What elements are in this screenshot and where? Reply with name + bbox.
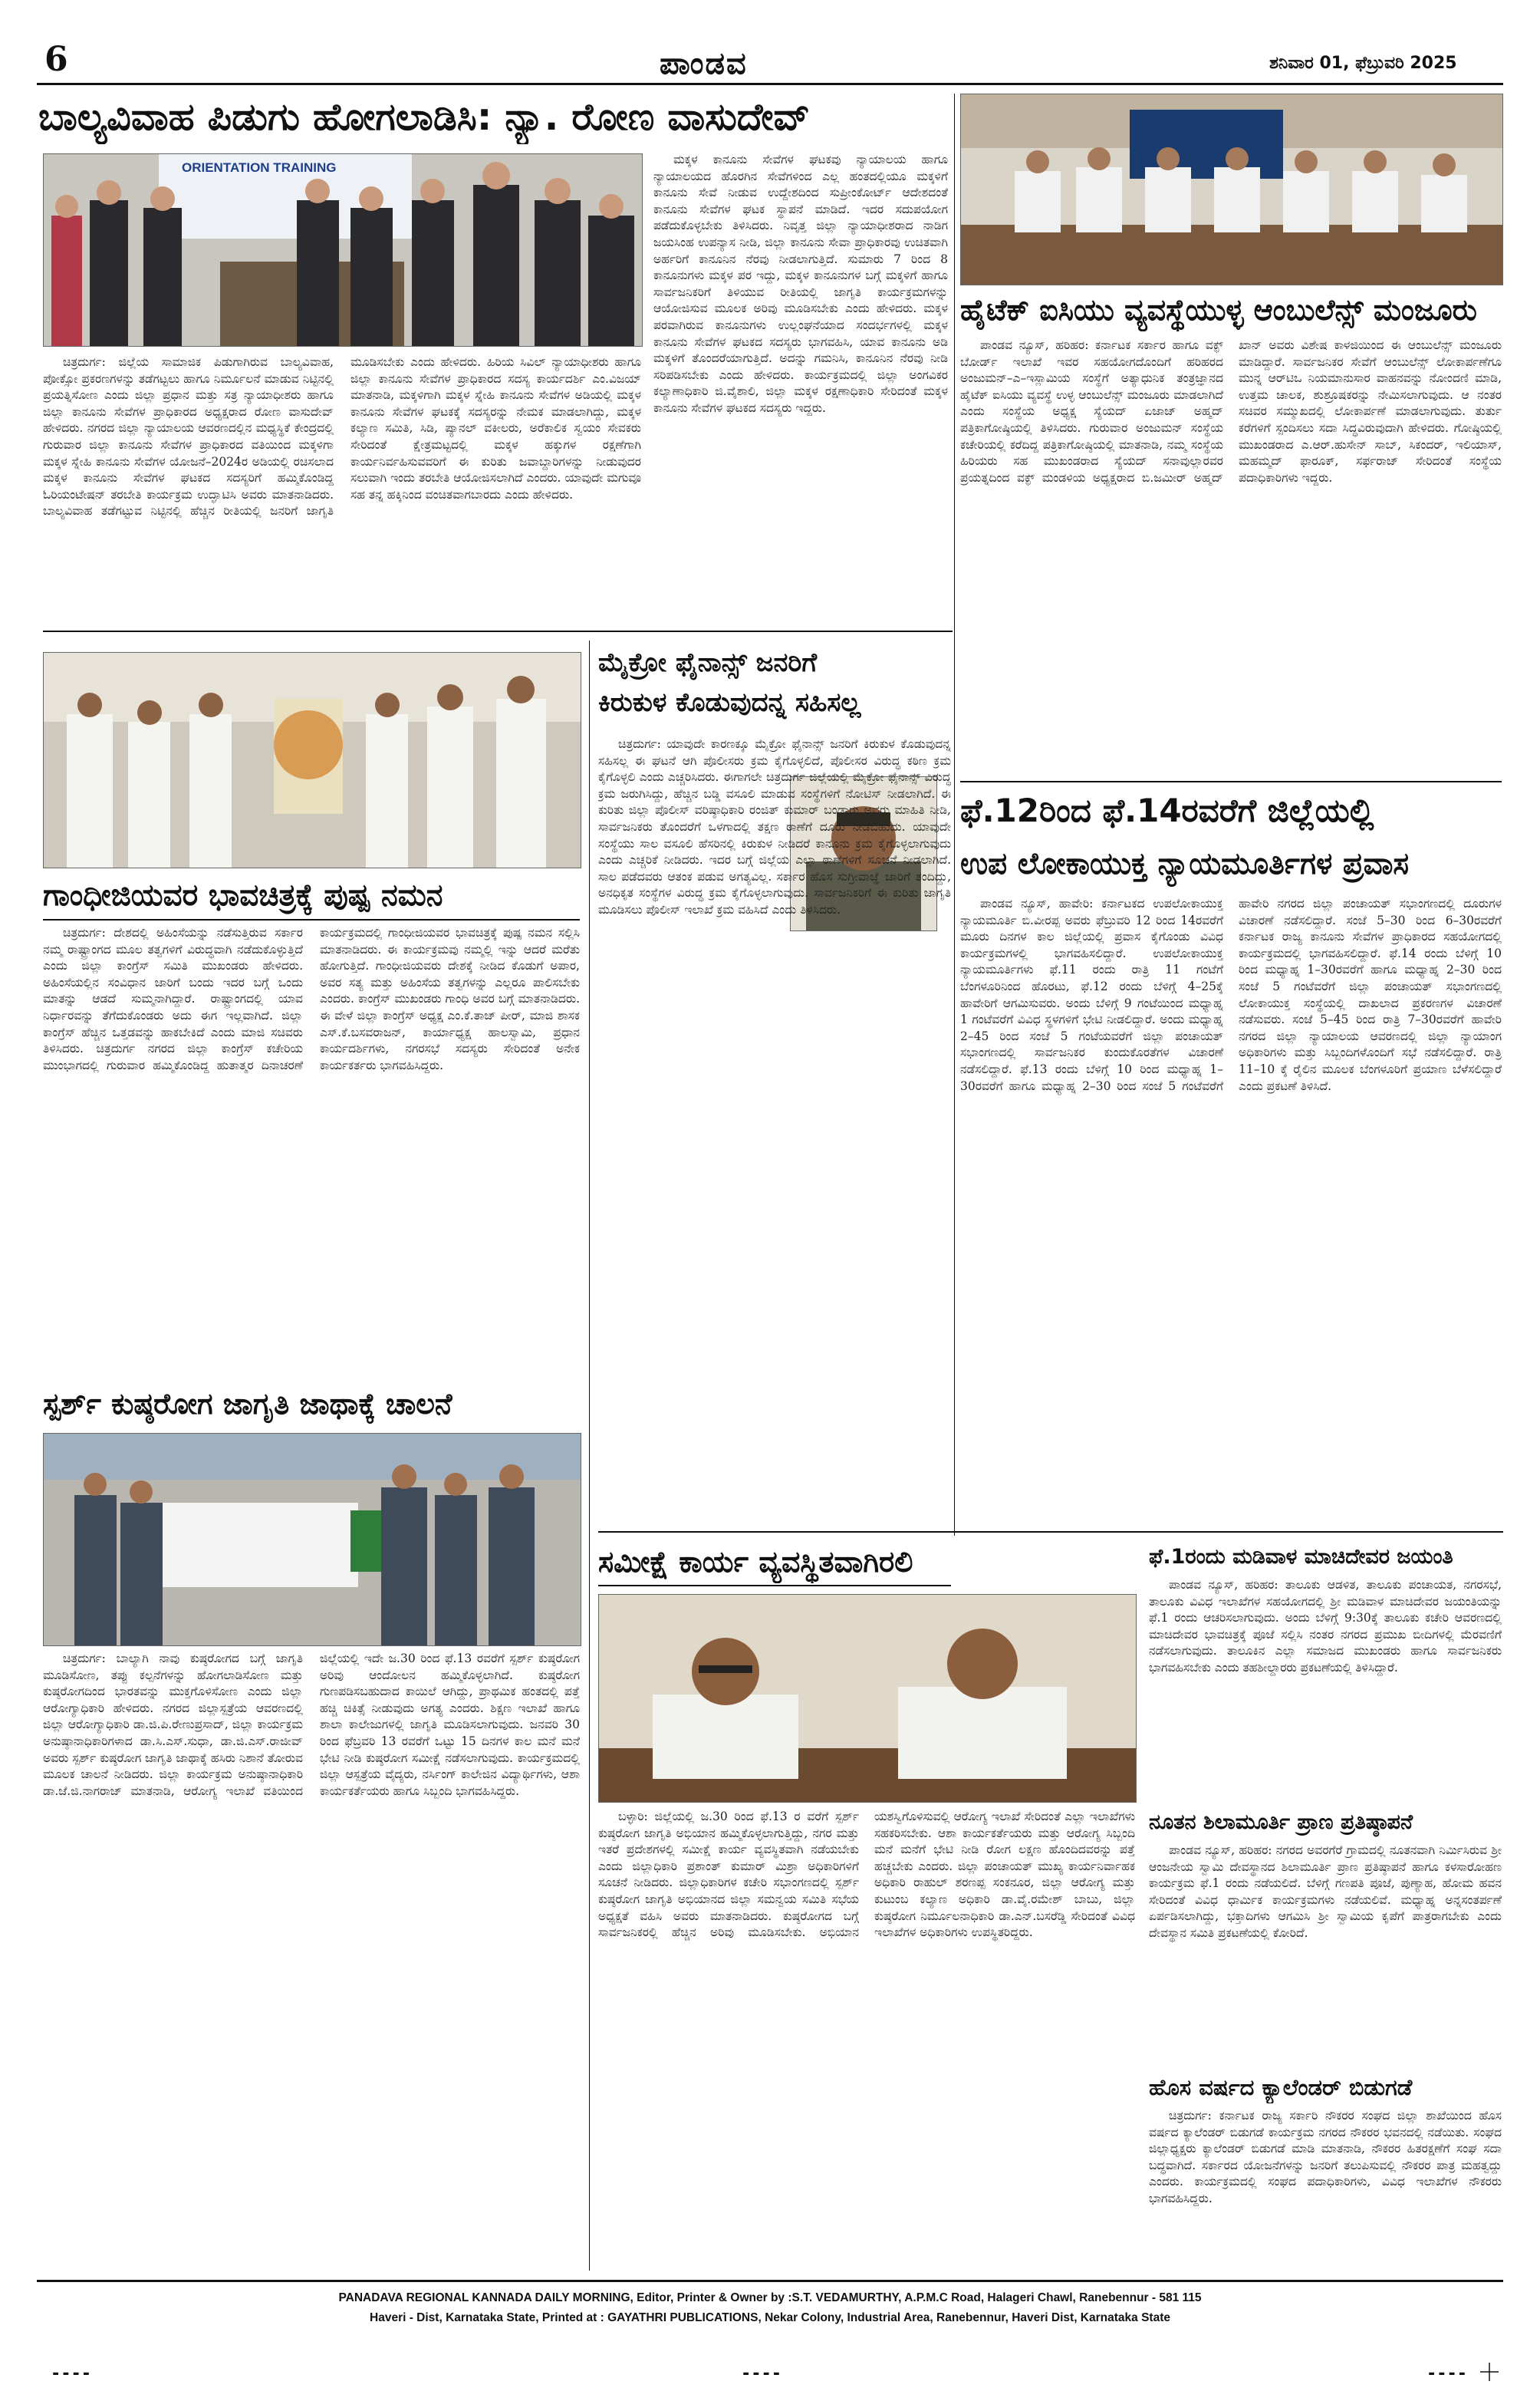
photo-orientation-training bbox=[43, 153, 643, 347]
story5-text: ಪಾಂಡವ ನ್ಯೂಸ್, ಹಾವೇರಿ: ಕರ್ನಾಟಕದ ಉಪಲೋಕಾಯುಕ್ತ ನ್ಯಾಯಮೂರ್ತಿ ಬಿ.ವೀರಪ್ಪ ಅವರು ಫೆಬ್ರುವರಿ 12 ರಿಂದ 14ರವರೆಗೆ ಮೂರು ದಿನಗಳ ಕಾಲ ಜಿಲ್ಲೆಯಲ್ಲಿ ಪ್ರವಾಸ ಕೈಗೊಂಡು ವಿವಿಧ ಕಾರ್ಯಕ್ರಮಗಳಲ್ಲಿ ಭಾಗವಹಿಸಲಿದ್ದಾರೆ. ಉಪಲೋಕಾಯುಕ್ತ ನ್ಯಾಯಮೂರ್ತಿಗಳು ಫೆ.11 ರಂದು ರಾತ್ರಿ 11 ಗಂಟೆಗೆ ಬೆಂಗಳೂರಿನಿಂದ ಹೊರಟು, ಫೆ.12 ರಂದು ಬೆಳಿಗ್ಗೆ 4–25ಕ್ಕೆ ಹಾವೇರಿಗೆ ಆಗಮಿಸುವರು. ಅಂದು ಬೆಳಿಗ್ಗೆ 9 ಗಂಟೆಯಿಂದ ಮಧ್ಯಾಹ್ನ 1 ಗಂಟೆವರೆಗೆ ವಿವಿಧ ಸ್ಥಳಗಳಿಗೆ ಭೇಟಿ ನೀಡಲಿದ್ದಾರೆ. ಅಂದು ಮಧ್ಯಾಹ್ನ 2–45 ರಿಂದ ಸಂಜೆ 5 ಗಂಟೆಯವರೆಗೆ ಜಿಲ್ಲಾ ಪಂಚಾಯತ್ ಸಭಾಂಗಣದಲ್ಲಿ ಸಾರ್ವಜನಿಕರ ಕುಂದುಕೊರತೆಗಳ ವಿಚಾರಣೆ ನಡೆಸಲಿದ್ದಾರೆ. ಫೆ.13 ರಂದು ಬೆಳಿಗ್ಗೆ 10 ರಿಂದ ಮಧ್ಯಾಹ್ನ 1–30ರವರೆಗೆ ಹಾಗೂ ಮಧ್ಯಾಹ್ನ 2–30 ರಿಂದ ಸಂಜೆ 5 ಗಂಟೆವರೆಗೆ ಹಾವೇರಿ ನಗರದ ಜಿಲ್ಲಾ ಪಂಚಾಯತ್ ಸಭಾಂಗಣದಲ್ಲಿ ದೂರುಗಳ ವಿಚಾರಣೆ ನಡೆಸಲಿದ್ದಾರೆ. ಸಂಜೆ 5–30 ರಿಂದ 6–30ರವರೆಗೆ ಕರ್ನಾಟಕ ರಾಜ್ಯ ಕಾನೂನು ಸೇವೆಗಳ ಪ್ರಾಧಿಕಾರದ ಸಹಯೋಗದಲ್ಲಿ ಕಾರ್ಯಕ್ರಮದಲ್ಲಿ ಭಾಗವಹಿಸಲಿದ್ದಾರೆ. ಫೆ.14 ರಂದು ಬೆಳಿಗ್ಗೆ 10 ರಿಂದ ಮಧ್ಯಾಹ್ನ 1–30ರವರೆಗೆ ಹಾಗೂ ಮಧ್ಯಾಹ್ನ 2–30 ರಿಂದ ಸಂಜೆ 5 ಗಂಟೆವರೆಗೆ ಜಿಲ್ಲಾ ಪಂಚಾಯತ್ ಸಭಾಂಗಣದಲ್ಲಿ ಲೋಕಾಯುಕ್ತ ಸಂಸ್ಥೆಯಲ್ಲಿ ದಾಖಲಾದ ಪ್ರಕರಣಗಳ ವಿಚಾರಣೆ ನಡೆಸುವರು. ಸಂಜೆ 5–45 ರಿಂದ ರಾತ್ರಿ 7–30ರವರೆಗೆ ಹಾವೇರಿ ನಗರದ ಜಿಲ್ಲಾ ನ್ಯಾಯಾಲಯ ಆವರಣದಲ್ಲಿ ಜಿಲ್ಲಾ ನ್ಯಾಯಾಂಗ ಅಧಿಕಾರಿಗಳು ಮತ್ತು ಸಿಬ್ಬಂದಿಗಳೊಂದಿಗೆ ಸಭೆ ನಡೆಸಲಿದ್ದಾರೆ. ರಾತ್ರಿ 11–10 ಕ್ಕೆ ರೈಲಿನ ಮೂಲಕ ಬೆಂಗಳೂರಿಗೆ ಪ್ರಯಾಣ ಬೆಳೆಸಲಿದ್ದಾರೆ ಎಂದು ಪ್ರಕಟಣೆ ತಿಳಿಸಿದೆ. bbox=[960, 897, 1502, 1093]
headline-lokayukta-2: ಉಪ ಲೋಕಾಯುಕ್ತ ನ್ಯಾಯಮೂರ್ತಿಗಳ ಪ್ರವಾಸ bbox=[960, 847, 1410, 881]
photo-gandhi-tribute bbox=[43, 652, 581, 868]
issue-date: ಶನಿವಾರ 01, ಫೆಬ್ರುವರಿ 2025 bbox=[1269, 54, 1457, 73]
story8-text: ಪಾಂಡವ ನ್ಯೂಸ್, ಹರಿಹರ: ತಾಲೂಕು ಆಡಳಿತ, ತಾಲೂಕು ಪಂಚಾಯತ, ನಗರಸಭೆ, ತಾಲೂಕು ವಿವಿಧ ಇಲಾಖೆಗಳ ಸಹಯೋಗದಲ್ಲಿ ಶ್ರೀ ಮಡಿವಾಳ ಮಾಚಿದೇವರ ಜಯಂತಿಯನ್ನು ಫೆ.1 ರಂದು ಆಚರಿಸಲಾಗುವುದು. ಅಂದು ಬೆಳಿಗ್ಗೆ 9:30ಕ್ಕೆ ತಾಲೂಕು ಕಚೇರಿ ಆವರಣದಲ್ಲಿ ಮಾಚಿದೇವರ ಭಾವಚಿತ್ರಕ್ಕೆ ಪೂಜೆ ಸಲ್ಲಿಸಿ ನಂತರ ನಗರದ ಪ್ರಮುಖ ಬೀದಿಗಳಲ್ಲಿ ಮೆರವಣಿಗೆ ನಡೆಸಲಾಗುವುದು. ತಾಲೂಕಿನ ಎಲ್ಲಾ ಸಮಾಜದ ಮುಖಂಡರು ಹಾಗೂ ಸಾರ್ವಜನಿಕರು ಭಾಗವಹಿಸಬೇಕು ಎಂದು ತಹಶೀಲ್ದಾರರು ಪ್ರಕಟಣೆಯಲ್ಲಿ ತಿಳಿಸಿದ್ದಾರೆ. bbox=[1149, 1578, 1502, 1675]
section-rule-1 bbox=[43, 631, 953, 632]
story7-body bbox=[598, 1809, 1135, 2269]
story3-text: ಚಿತ್ರದುರ್ಗ: ದೇಶದಲ್ಲಿ ಅಹಿಂಸೆಯನ್ನು ನಡೆಸುತ್ತಿರುವ ಸರ್ಕಾರ ನಮ್ಮ ರಾಷ್ಟ್ರಾಂಗದ ಮೂಲ ತತ್ವಗಳಿಗೆ ವಿರುದ್ಧವಾಗಿ ನಡೆದುಕೊಳ್ಳುತ್ತಿದೆ ಎಂದು ಜಿಲ್ಲಾ ಕಾಂಗ್ರೆಸ್ ಸಮಿತಿ ಮುಖಂಡರು ಹೇಳಿದರು. ಅಹಿಂಸೆಯಲ್ಲಿನ ಸಂವಿಧಾನ ಜಾರಿಗೆ ಬಂದು ಇದರ ಬಗ್ಗೆ ಒಂದು ಮಾತನ್ನು ಆಡದೆ ಸುಮ್ಮನಾಗಿದ್ದಾರೆ. ರಾಷ್ಟ್ರಾಂಗದಲ್ಲಿ ಯಾವ ನಿರ್ಧಾರವನ್ನು ತೆಗೆದುಕೊಂಡರು ಅದು ಈಗ ಇಲ್ಲವಾಗಿದೆ. ಜಿಲ್ಲಾ ಕಾಂಗ್ರೆಸ್ ಹೆಚ್ಚಿನ ಒತ್ತಡವನ್ನು ಹಾಕಬೇಕಿದೆ ಎಂದು ಮಾಜಿ ಸಚಿವರು ತಿಳಿಸಿದರು. ಚಿತ್ರದುರ್ಗ ನಗರದ ಜಿಲ್ಲಾ ಕಾಂಗ್ರೆಸ್ ಕಚೇರಿಯ ಮುಂಭಾಗದಲ್ಲಿ ಗುರುವಾರ ಹಮ್ಮಿಕೊಂಡಿದ್ದ ಹುತಾತ್ಮರ ದಿನಾಚರಣೆ ಕಾರ್ಯಕ್ರಮದಲ್ಲಿ ಗಾಂಧೀಜಿಯವರ ಭಾವಚಿತ್ರಕ್ಕೆ ಪುಷ್ಪ ನಮನ ಸಲ್ಲಿಸಿ ಮಾತನಾಡಿದರು. ಈ ಕಾರ್ಯಕ್ರಮವು ನಮ್ಮಲ್ಲಿ ಇನ್ನು ಆದರೆ ಮರೆತು ಹೋಗುತ್ತಿದೆ. ಗಾಂಧೀಜಿಯವರು ದೇಶಕ್ಕೆ ನೀಡಿದ ಕೊಡುಗೆ ಅಪಾರ, ಅವರ ಸತ್ಯ ಮತ್ತು ಅಹಿಂಸೆಯ ತತ್ವಗಳನ್ನು ಎಲ್ಲರೂ ಪಾಲಿಸಬೇಕು ಎಂದರು. ಕಾಂಗ್ರೆಸ್ ಮುಖಂಡರು ಗಾಂಧಿ ಅವರ ಬಗ್ಗೆ ಮಾತನಾಡಿದರು. ಈ ವೇಳೆ ಜಿಲ್ಲಾ ಕಾಂಗ್ರೆಸ್ ಅಧ್ಯಕ್ಷ ಎಂ.ಕೆ.ತಾಜ್ ಪೀರ್, ಮಾಜಿ ಶಾಸಕ ಎಸ್.ಕೆ.ಬಸವರಾಜನ್, ಕಾರ್ಯಾಧ್ಯಕ್ಷ ಹಾಲಸ್ವಾಮಿ, ಪ್ರಧಾನ ಕಾರ್ಯದರ್ಶಿಗಳು, ನಗರಸಭೆ ಸದಸ್ಯರು ಸೇರಿದಂತೆ ಅನೇಕ ಕಾರ್ಯಕರ್ತರು ಭಾಗವಹಿಸಿದ್ದರು. bbox=[43, 926, 580, 1072]
masthead: ಪಾಂಡವ bbox=[660, 46, 748, 81]
story8-body bbox=[1149, 1577, 1502, 1800]
survey-rule bbox=[598, 1585, 951, 1586]
headline-sparsh: ಸ್ಪರ್ಶ್ ಕುಷ್ಠರೋಗ ಜಾಗೃತಿ ಜಾಥಾಕ್ಕೆ ಚಾಲನೆ bbox=[43, 1387, 452, 1421]
footer-dash-left: ---- bbox=[51, 2364, 91, 2383]
section-rule-3 bbox=[598, 1531, 1503, 1533]
headline-calendar: ಹೊಸ ವರ್ಷದ ಕ್ಯಾಲೆಂಡರ್ ಬಿಡುಗಡೆ bbox=[1149, 2074, 1413, 2100]
headline-ambulance: ಹೈಟೆಕ್ ಐಸಿಯು ವ್ಯವಸ್ಥೆಯುಳ್ಳ ಆಂಬುಲೆನ್ಸ್ ಮಂಜೂರು bbox=[960, 293, 1477, 327]
story4-body bbox=[598, 736, 951, 1507]
story7-text: ಬಳ್ಳಾರಿ: ಜಿಲ್ಲೆಯಲ್ಲಿ ಜ.30 ರಿಂದ ಫೆ.13 ರ ವರೆಗೆ ಸ್ಪರ್ಶ್ ಕುಷ್ಠರೋಗ ಜಾಗೃತಿ ಅಭಿಯಾನ ಹಮ್ಮಿಕೊಳ್ಳಲಾಗುತ್ತಿದ್ದು, ನಗರ ಮತ್ತು ಇತರೆ ಪ್ರದೇಶಗಳಲ್ಲಿ ಸಮೀಕ್ಷೆ ಕಾರ್ಯ ವ್ಯವಸ್ಥಿತವಾಗಿ ನಡೆಯಬೇಕು ಎಂದು ಜಿಲ್ಲಾಧಿಕಾರಿ ಪ್ರಶಾಂತ್ ಕುಮಾರ್ ಮಿಶ್ರಾ ಅಧಿಕಾರಿಗಳಿಗೆ ಸೂಚನೆ ನೀಡಿದರು. ಜಿಲ್ಲಾಧಿಕಾರಿಗಳ ಕಚೇರಿ ಸಭಾಂಗಣದಲ್ಲಿ ಸ್ಪರ್ಶ್ ಕುಷ್ಠರೋಗ ಜಾಗೃತಿ ಅಭಿಯಾನದ ಜಿಲ್ಲಾ ಸಮನ್ವಯ ಸಮಿತಿ ಸಭೆಯ ಅಧ್ಯಕ್ಷತೆ ವಹಿಸಿ ಅವರು ಮಾತನಾಡಿದರು. ಕುಷ್ಠರೋಗದ ಬಗ್ಗೆ ಸಾರ್ವಜನಿಕರಲ್ಲಿ ಹೆಚ್ಚಿನ ಅರಿವು ಮೂಡಿಸಬೇಕು. ಅಭಿಯಾನ ಯಶಸ್ವಿಗೊಳಿಸುವಲ್ಲಿ ಆರೋಗ್ಯ ಇಲಾಖೆ ಸೇರಿದಂತೆ ಎಲ್ಲಾ ಇಲಾಖೆಗಳು ಸಹಕರಿಸಬೇಕು. ಆಶಾ ಕಾರ್ಯಕರ್ತೆಯರು ಮತ್ತು ಆರೋಗ್ಯ ಸಿಬ್ಬಂದಿ ಮನೆ ಮನೆಗೆ ಭೇಟಿ ನೀಡಿ ರೋಗ ಲಕ್ಷಣ ಹೊಂದಿದವರನ್ನು ಪತ್ತೆ ಹಚ್ಚಬೇಕು ಎಂದರು. ಜಿಲ್ಲಾ ಪಂಚಾಯತ್ ಮುಖ್ಯ ಕಾರ್ಯನಿರ್ವಾಹಕ ಅಧಿಕಾರಿ ರಾಹುಲ್ ಶರಣಪ್ಪ ಸಂಕನೂರ, ಜಿಲ್ಲಾ ಆರೋಗ್ಯ ಮತ್ತು ಕುಟುಂಬ ಕಲ್ಯಾಣ ಅಧಿಕಾರಿ ಡಾ.ವೈ.ರಮೇಶ್ ಬಾಬು, ಜಿಲ್ಲಾ ಕುಷ್ಠರೋಗ ನಿರ್ಮೂಲನಾಧಿಕಾರಿ ಡಾ.ಎನ್.ಬಸರೆಡ್ಡಿ ಸೇರಿದಂತೆ ವಿವಿಧ ಇಲಾಖೆಗಳ ಅಧಿಕಾರಿಗಳು ಉಪಸ್ಥಿತರಿದ್ದರು. bbox=[598, 1810, 1135, 1940]
story6-body bbox=[43, 1651, 580, 2268]
survey-officials-image bbox=[599, 1595, 1136, 1802]
story6-text: ಚಿತ್ರದುರ್ಗ: ಬಾಲ್ಯಾಗಿ ನಾವು ಕುಷ್ಠರೋಗದ ಬಗ್ಗೆ ಜಾಗೃತಿ ಮೂಡಿಸೋಣ, ತಪ್ಪು ಕಲ್ಪನೆಗಳನ್ನು ಹೋಗಲಾಡಿಸೋಣ ಮತ್ತು ಕುಷ್ಠರೋಗದಿಂದ ಭಾರತವನ್ನು ಮುಕ್ತಗೊಳಿಸೋಣ ಎಂದು ಜಿಲ್ಲಾ ಆರೋಗ್ಯಾಧಿಕಾರಿ ಹೇಳಿದರು. ನಗರದ ಜಿಲ್ಲಾಸ್ಪತ್ರೆಯ ಆವರಣದಲ್ಲಿ ಜಿಲ್ಲಾ ಆರೋಗ್ಯಾಧಿಕಾರಿ ಡಾ.ಜಿ.ಪಿ.ರೇಣುಪ್ರಸಾದ್, ಜಿಲ್ಲಾ ಕಾರ್ಯಕ್ರಮ ಅನುಷ್ಠಾನಾಧಿಕಾರಿಗಳಾದ ಡಾ.ಸಿ.ಎಸ್.ಸುಧಾ, ಡಾ.ಜಿ.ಎಸ್.ರಾಜೀವ್ ಅವರು ಸ್ಪರ್ಶ್ ಕುಷ್ಠರೋಗ ಜಾಗೃತಿ ಜಾಥಾಕ್ಕೆ ಹಸಿರು ನಿಶಾನೆ ತೋರುವ ಮೂಲಕ ಚಾಲನೆ ನೀಡಿದರು. ಜಿಲ್ಲಾ ಕಾರ್ಯಕ್ರಮ ಅನುಷ್ಠಾನಾಧಿಕಾರಿ ಡಾ.ಜೆ.ಜಿ.ನಾಗರಾಜ್ ಮಾತನಾಡಿ, ಆರೋಗ್ಯ ಇಲಾಖೆ ವತಿಯಿಂದ ಜಿಲ್ಲೆಯಲ್ಲಿ ಇದೇ ಜ.30 ರಿಂದ ಫೆ.13 ರವರೆಗೆ ಸ್ಪರ್ಶ್ ಕುಷ್ಠರೋಗ ಅರಿವು ಆಂದೋಲನ ಹಮ್ಮಿಕೊಳ್ಳಲಾಗಿದೆ. ಕುಷ್ಠರೋಗ ಗುಣಪಡಿಸಬಹುದಾದ ಕಾಯಿಲೆ ಆಗಿದ್ದು, ಪ್ರಾಥಮಿಕ ಹಂತದಲ್ಲಿ ಪತ್ತೆ ಹಚ್ಚಿ ಚಿಕಿತ್ಸೆ ನೀಡುವುದು ಅಗತ್ಯ ಎಂದರು. ಶಿಕ್ಷಣ ಇಲಾಖೆ ಹಾಗೂ ಶಾಲಾ ಕಾಲೇಜುಗಳಲ್ಲಿ ಜಾಗೃತಿ ಮೂಡಿಸಲಾಗುವುದು. ಜನವರಿ 30 ರಿಂದ ಫೆಬ್ರವರಿ 13 ರವರೆಗೆ ಒಟ್ಟು 15 ದಿನಗಳ ಕಾಲ ಮನೆ ಮನೆ ಭೇಟಿ ನೀಡಿ ಕುಷ್ಠರೋಗ ಸಮೀಕ್ಷೆ ನಡೆಸಲಾಗುವುದು. ಕಾರ್ಯಕ್ರಮದಲ್ಲಿ ಜಿಲ್ಲಾ ಆಸ್ಪತ್ರೆಯ ವೈದ್ಯರು, ನರ್ಸಿಂಗ್ ಕಾಲೇಜಿನ ವಿದ್ಯಾರ್ಥಿಗಳು, ಆಶಾ ಕಾರ್ಯಕರ್ತೆಯರು ಹಾಗೂ ಸಿಬ್ಬಂದಿ ಭಾಗವಹಿಸಿದ್ದರು. bbox=[43, 1652, 580, 1798]
headline-microfinance-2: ಕಿರುಕುಳ ಕೊಡುವುದನ್ನ ಸಹಿಸಲ್ಲ bbox=[598, 687, 861, 718]
headline-child-marriage: ಬಾಲ್ಯವಿವಾಹ ಪಿಡುಗು ಹೋಗಲಾಡಿಸಿ: ನ್ಯಾ. ರೋಣ ವಾಸುದೇವ್ bbox=[38, 95, 810, 139]
headline-lokayukta-1: ಫೆ.12ರಿಂದ ಫೆ.14ರವರೆಗೆ ಜಿಲ್ಲೆಯಲ್ಲಿ bbox=[960, 792, 1374, 829]
footer-rule bbox=[37, 2280, 1503, 2282]
story1-text-right: ಮಕ್ಕಳ ಕಾನೂನು ಸೇವೆಗಳ ಘಟಕವು ನ್ಯಾಯಾಲಯ ಹಾಗೂ ನ್ಯಾಯಾಲಯದ ಹೊರಗಿನ ಸೇವೆಗಳಿಂದ ಎಲ್ಲ ಹಂತದಲ್ಲಿಯೂ ಮಕ್ಕಳಿಗೆ ಕಾನೂನು ಸೇವೆ ನೀಡುವ ಉದ್ದೇಶದಿಂದ ಸುಪ್ರೀಂಕೋರ್ಟ್ ಆದೇಶದಂತೆ ಕಾನೂನು ಸೇವೆಗಳ ಘಟಕ ಸ್ಥಾಪನೆ ಮಾಡಿದೆ. ಇದರ ಸದುಪಯೋಗ ಪಡೆದುಕೊಳ್ಳಬೇಕು ತಿಳಿಸಿದರು. ನಿವೃತ್ತ ಜಿಲ್ಲಾ ನ್ಯಾಯಾಧೀಶರಾದ ನಾಡಿಗ ಜಯಸಿಂಹ ಉಪನ್ಯಾಸ ನೀಡಿ, ಜಿಲ್ಲಾ ಕಾನೂನು ಸೇವಾ ಪ್ರಾಧಿಕಾರವು ಉಚಿತವಾಗಿ ಅರ್ಹರಿಗೆ ಕಾನೂನಿನ ನೆರವು ನೀಡಲಾಗುತ್ತಿದೆ. ಸುಮಾರು 7 ರಿಂದ 8 ಕಾನೂನುಗಳು ಮಕ್ಕಳ ಪರ ಇದ್ದು, ಮಕ್ಕಳ ಕಾನೂನುಗಳ ಬಗ್ಗೆ ಮಕ್ಕಳಿಗೆ ಹಾಗೂ ಸಾರ್ವಜನಿಕರಿಗೆ ತಿಳಿಯುವ ರೀತಿಯಲ್ಲಿ ಜಾಗೃತಿ ಕಾರ್ಯಕ್ರಮಗಳನ್ನು ಆಯೋಜಿಸುವ ಮೂಲಕ ಅರಿವು ಮೂಡಿಸಬೇಕು ಎಂದು ಹೇಳಿದರು. ಮಕ್ಕಳ ಪರವಾಗಿರುವ ಕಾನೂನುಗಳು ಉಲ್ಲಂಘನೆಯಾದ ಸಂದರ್ಭಗಳಲ್ಲಿ ಮಕ್ಕಳ ಕಾನೂನು ಸೇವೆಗಳ ಘಟಕದ ಸದಸ್ಯರು ಭಾಗವಹಿಸಿ, ಯಾವ ಕಾನೂನು ಅಡಿ ಮಕ್ಕಳಿಗೆ ತೊಂದರೆಯಾಗುತ್ತಿದೆ. ಅದನ್ನು ಗಮನಿಸಿ, ಕಾನೂನಿನ ನೆರವು ನೀಡಿ ಸರಿಪಡಿಸಬೇಕು ಎಂದು ಹೇಳಿದರು. ಕಾರ್ಯಕ್ರಮದಲ್ಲಿ ಜಿಲ್ಲಾ ಅಂಗವಿಕರ ಕಲ್ಯಾಣಾಧಿಕಾರಿ ಜಿ.ವೈಶಾಲಿ, ಜಿಲ್ಲಾ ಮಕ್ಕಳ ರಕ್ಷಣಾಧಿಕಾರಿ ಸೇರಿದಂತೆ ಮಕ್ಕಳ ಕಾನೂನು ಸೇವೆಗಳ ಘಟಕದ ಸದಸ್ಯರು ಇದ್ದರು. bbox=[653, 153, 948, 415]
story10-text: ಚಿತ್ರದುರ್ಗ: ಕರ್ನಾಟಕ ರಾಜ್ಯ ಸರ್ಕಾರಿ ನೌಕರರ ಸಂಘದ ಜಿಲ್ಲಾ ಶಾಖೆಯಿಂದ ಹೊಸ ವರ್ಷದ ಕ್ಯಾಲೆಂಡರ್ ಬಿಡುಗಡೆ ಕಾರ್ಯಕ್ರಮ ನಗರದ ನೌಕರರ ಭವನದಲ್ಲಿ ನಡೆಯಿತು. ಸಂಘದ ಜಿಲ್ಲಾಧ್ಯಕ್ಷರು ಕ್ಯಾಲೆಂಡರ್ ಬಿಡುಗಡೆ ಮಾಡಿ ಮಾತನಾಡಿ, ನೌಕರರ ಹಿತರಕ್ಷಣೆಗೆ ಸಂಘ ಸದಾ ಬದ್ಧವಾಗಿದೆ. ಸರ್ಕಾರದ ಯೋಜನೆಗಳನ್ನು ಜನರಿಗೆ ತಲುಪಿಸುವಲ್ಲಿ ನೌಕರರ ಪಾತ್ರ ಮಹತ್ವದ್ದು ಎಂದರು. ಕಾರ್ಯಕ್ರಮದಲ್ಲಿ ಸಂಘದ ಪದಾಧಿಕಾರಿಗಳು, ವಿವಿಧ ಇಲಾಖೆಗಳ ನೌಕರರು ಭಾಗವಹಿಸಿದ್ದರು. bbox=[1149, 2109, 1502, 2205]
headline-survey: ಸಮೀಕ್ಷೆ ಕಾರ್ಯ ವ್ಯವಸ್ಥಿತವಾಗಿರಲಿ bbox=[598, 1545, 913, 1579]
column-rule-right bbox=[954, 94, 955, 1536]
story10-body bbox=[1149, 2108, 1502, 2271]
story3-body bbox=[43, 925, 580, 1374]
banner-text: ORIENTATION TRAINING bbox=[182, 160, 337, 175]
crop-mark-icon bbox=[1480, 2363, 1499, 2381]
imprint-line-2: Haveri - Dist, Karnataka State, Printed at : GAYATHRI PUBLICATIONS, Nekar Colony, Industrial Area, Ranebennur, Haveri Dist, Karnataka State bbox=[370, 2311, 1170, 2324]
story1-text-left: ಚಿತ್ರದುರ್ಗ: ಜಿಲ್ಲೆಯ ಸಾಮಾಜಿಕ ಪಿಡುಗಾಗಿರುವ ಬಾಲ್ಯವಿವಾಹ, ಪೋಕ್ಸೋ ಪ್ರಕರಣಗಳನ್ನು ತಡೆಗಟ್ಟಲು ಹಾಗೂ ನಿರ್ಮೂಲನೆ ಮಾಡುವ ನಿಟ್ಟಿನಲ್ಲಿ ಪ್ರಯತ್ನಿಸೋಣ ಎಂದು ಜಿಲ್ಲಾ ಪ್ರಧಾನ ಮತ್ತು ಸತ್ರ ನ್ಯಾಯಾಧೀಶರು ಹಾಗೂ ಜಿಲ್ಲಾ ಕಾನೂನು ಸೇವೆಗಳ ಪ್ರಾಧಿಕಾರದ ಅಧ್ಯಕ್ಷರಾದ ರೋಣ ವಾಸುದೇವ್ ಹೇಳಿದರು. ನಗರದ ಜಿಲ್ಲಾ ನ್ಯಾಯಾಲಯ ಆವರಣದಲ್ಲಿನ ಮಧ್ಯಸ್ಥಿಕೆ ಕೇಂದ್ರದಲ್ಲಿ ಗುರುವಾರ ಜಿಲ್ಲಾ ಕಾನೂನು ಸೇವೆಗಳ ಪ್ರಾಧಿಕಾರದ ವತಿಯಿಂದ ಮಕ್ಕಳಿಗಾ ಮಕ್ಕಳ ಸ್ನೇಹಿ ಕಾನೂನು ಸೇವೆಗಳ ಯೋಜನೆ–2024ರ ಅಡಿಯಲ್ಲಿ ರಚಿಸಲಾದ ಮಕ್ಕಳ ಕಾನೂನು ಸೇವೆಗಳ ಘಟಕದ ಸದಸ್ಯರಿಗೆ ಹಮ್ಮಿಕೊಂಡಿದ್ದ ಓರಿಯಂಟೇಷನ್ ತರಬೇತಿ ಕಾರ್ಯಕ್ರಮ ಉದ್ಘಾಟಿಸಿ ಅವರು ಮಾತನಾಡಿದರು. ಬಾಲ್ಯವಿವಾಹ ತಡೆಗಟ್ಟುವ ನಿಟ್ಟಿನಲ್ಲಿ ಹೆಚ್ಚಿನ ರೀತಿಯಲ್ಲಿ ಜನರಿಗೆ ಜಾಗೃತಿ ಮೂಡಿಸಬೇಕು ಎಂದು ಹೇಳಿದರು. ಹಿರಿಯ ಸಿವಿಲ್ ನ್ಯಾಯಾಧೀಶರು ಹಾಗೂ ಜಿಲ್ಲಾ ಕಾನೂನು ಸೇವೆಗಳ ಪ್ರಾಧಿಕಾರದ ಸದಸ್ಯ ಕಾರ್ಯದರ್ಶಿ ಎಂ.ವಿಜಯ್ ಮಾತನಾಡಿ, ಮಕ್ಕಳಿಗಾಗಿ ಮಕ್ಕಳ ಸ್ನೇಹಿ ಕಾನೂನು ಸೇವೆಗಳ ಅಡಿಯಲ್ಲಿ ಮಕ್ಕಳ ಕಾನೂನು ಸೇವೆಗಳ ಘಟಕಕ್ಕೆ ಸದಸ್ಯರನ್ನು ನೇಮಕ ಮಾಡಲಾಗಿದ್ದು, ಮಕ್ಕಳ ಕಲ್ಯಾಣ ಸಮಿತಿ, ಸಿಡಿ, ಪ್ಯಾನಲ್ ವಕೀಲರು, ಅರೆಕಾಲಿಕ ಸ್ವಯಂ ಸೇವಕರು ಸೇರಿದಂತೆ ಕ್ಷೇತ್ರಮಟ್ಟದಲ್ಲಿ ಮಕ್ಕಳ ಹಕ್ಕುಗಳ ರಕ್ಷಣೆಗಾಗಿ ಕಾರ್ಯನಿರ್ವಹಿಸುವವರಿಗೆ ಈ ಕುರಿತು ಜವಾಬ್ದಾರಿಗಳನ್ನು ನೀಡುವುದರ ಸಲುವಾಗಿ ಇಂದು ತರಬೇತಿ ಆಯೋಜಿಸಲಾಗಿದೆ ಎಂದರು. ಯಾವುದೇ ಮಗುವೂ ಸಹ ತನ್ನ ಹಕ್ಕಿನಿಂದ ವಂಚಿತವಾಗಬಾರದು ಎಂದು ಹೇಳಿದರು. bbox=[43, 355, 641, 519]
story1-body-left bbox=[43, 354, 641, 619]
gandhi-tribute-image bbox=[44, 653, 581, 868]
story9-body bbox=[1149, 1843, 1502, 2069]
page-number: 6 bbox=[44, 40, 68, 79]
gandhi-rule bbox=[43, 919, 580, 921]
headline-madivala: ಫೆ.1ರಂದು ಮಡಿವಾಳ ಮಾಚಿದೇವರ ಜಯಂತಿ bbox=[1149, 1545, 1453, 1569]
photo-sparsh-rally bbox=[43, 1433, 581, 1646]
story5-body bbox=[960, 896, 1502, 1487]
headline-gandhi: ಗಾಂಧೀಜಿಯವರ ಭಾವಚಿತ್ರಕ್ಕೆ ಪುಷ್ಪ ನಮನ bbox=[43, 878, 443, 913]
photo-ambulance-meeting bbox=[960, 94, 1503, 285]
sparsh-rally-image bbox=[44, 1434, 581, 1645]
headline-microfinance-1: ಮೈಕ್ರೋ ಫೈನಾನ್ಸ್ ಜನರಿಗೆ bbox=[598, 647, 818, 678]
photo-survey-officials bbox=[598, 1594, 1137, 1803]
story2-text: ಪಾಂಡವ ನ್ಯೂಸ್, ಹರಿಹರ: ಕರ್ನಾಟಕ ಸರ್ಕಾರ ಹಾಗೂ ವಕ್ಫ್ ಬೋರ್ಡ್ ಇಲಾಖೆ ಇವರ ಸಹಯೋಗದೊಂದಿಗೆ ಹರಿಹರದ ಅಂಜುಮನ್–ಎ–ಇಸ್ಲಾಮಿಯ ಸಂಸ್ಥೆಗೆ ಅತ್ಯಾಧುನಿಕ ತಂತ್ರಜ್ಞಾನದ ಹೈಟೆಕ್ ಐಸಿಯು ವ್ಯವಸ್ಥೆ ಉಳ್ಳ ಆಂಬುಲೆನ್ಸ್ ಮಂಜೂರು ಮಾಡಲಾಗಿದೆ ಎಂದು ಸಂಸ್ಥೆಯ ಅಧ್ಯಕ್ಷ ಸ್ಯೆಯದ್ ಏಜಾಜ್ ಅಹ್ಮದ್ ಪತ್ರಿಕಾಗೋಷ್ಠಿಯಲ್ಲಿ ತಿಳಿಸಿದರು. ಗುರುವಾರ ಅಂಜುಮನ್ ಸಂಸ್ಥೆಯ ಕಚೇರಿಯಲ್ಲಿ ಕರೆದಿದ್ದ ಪತ್ರಿಕಾಗೋಷ್ಠಿಯಲ್ಲಿ ಮಾತನಾಡಿ, ನಮ್ಮ ಸಂಸ್ಥೆಯ ಹಿರಿಯರು ಸಹ ಮುಖಂಡರಾದ ಸ್ಯೆಯದ್ ಸನಾವುಲ್ಲಾರವರ ಪ್ರಯತ್ನದಿಂದ ವಕ್ಫ್ ಮಂಡಳಿಯ ಅಧ್ಯಕ್ಷರಾದ ಬಿ.ಜಮೀರ್ ಅಹ್ಮದ್ ಖಾನ್ ಅವರು ವಿಶೇಷ ಕಾಳಜಿಯಿಂದ ಈ ಆಂಬುಲೆನ್ಸ್ ಮಂಜೂರು ಮಾಡಿದ್ದಾರೆ. ಸಾರ್ವಜನಿಕರ ಸೇವೆಗೆ ಆಂಬುಲೆನ್ಸ್ ಲೋಕಾರ್ಪಣೆಗೂ ಮುನ್ನ ಆರ್‌ಟಿಒ ನಿಯಮಾನುಸಾರ ವಾಹನವನ್ನು ನೋಂದಣಿ ಮಾಡಿ, ಉತ್ತಮ ಚಾಲಕ, ಶುಶ್ರೂಷಕರನ್ನು ನೇಮಿಸಲಾಗುವುದು. ಆ ನಂತರ ಸಚಿವರ ಸಮ್ಮುಖದಲ್ಲಿ ಲೋಕಾರ್ಪಣೆ ಮಾಡಲಾಗುವುದು. ತುರ್ತು ಕರೆಗಳಿಗೆ ಸ್ಪಂದಿಸಲು ಸದಾ ಸಿದ್ಧವಿರುವುದಾಗಿ ಹೇಳಿದರು. ಗೋಷ್ಠಿಯಲ್ಲಿ ಮುಖಂಡರಾದ ಎ.ಆರ್.ಹುಸೇನ್ ಸಾಬ್, ಸಿಕಂದರ್, ಇಲಿಯಾಸ್, ಮಹಮ್ಮದ್ ಫಾರೂಕ್, ಸರ್ಫರಾಜ್ ಸೇರಿದಂತೆ ಸಂಸ್ಥೆಯ ಪದಾಧಿಕಾರಿಗಳು ಇದ್ದರು. bbox=[960, 338, 1502, 485]
column-rule-left bbox=[589, 641, 590, 2271]
orientation-training-image bbox=[44, 154, 642, 346]
press-meet-image bbox=[961, 94, 1502, 285]
imprint-line-1: PANADAVA REGIONAL KANNADA DAILY MORNING, Editor, Printer & Owner by :S.T. VEDAMURTHY, A.P.M.C Road, Halageri Chawl, Ranebennur - 581 115 bbox=[338, 2291, 1202, 2304]
story9-text: ಪಾಂಡವ ನ್ಯೂಸ್, ಹರಿಹರ: ನಗರದ ಅವರಗೆರೆ ಗ್ರಾಮದಲ್ಲಿ ನೂತನವಾಗಿ ನಿರ್ಮಿಸಿರುವ ಶ್ರೀ ಆಂಜನೇಯ ಸ್ವಾಮಿ ದೇವಸ್ಥಾನದ ಶಿಲಾಮೂರ್ತಿ ಪ್ರಾಣ ಪ್ರತಿಷ್ಠಾಪನೆ ಹಾಗೂ ಕಳಸಾರೋಹಣ ಕಾರ್ಯಕ್ರಮ ಫೆ.1 ರಂದು ನಡೆಯಲಿದೆ. ಬೆಳಿಗ್ಗೆ ಗಣಪತಿ ಪೂಜೆ, ಪುಣ್ಯಾಹ, ಹೋಮ ಹವನ ಸೇರಿದಂತೆ ವಿವಿಧ ಧಾರ್ಮಿಕ ಕಾರ್ಯಕ್ರಮಗಳು ನಡೆಯಲಿವೆ. ಮಧ್ಯಾಹ್ನ ಅನ್ನಸಂತರ್ಪಣೆ ಏರ್ಪಡಿಸಲಾಗಿದ್ದು, ಭಕ್ತಾದಿಗಳು ಆಗಮಿಸಿ ಶ್ರೀ ಸ್ವಾಮಿಯ ಕೃಪೆಗೆ ಪಾತ್ರರಾಗಬೇಕು ಎಂದು ದೇವಸ್ಥಾನ ಸಮಿತಿ ಪ್ರಕಟಣೆಯಲ್ಲಿ ಕೋರಿದೆ. bbox=[1149, 1843, 1502, 1940]
footer-dash-center: ---- bbox=[741, 2364, 782, 2383]
section-rule-2 bbox=[960, 781, 1502, 782]
story4-text: ಚಿತ್ರದುರ್ಗ: ಯಾವುದೇ ಕಾರಣಕ್ಕೂ ಮೈಕ್ರೋ ಫೈನಾನ್ಸ್ ಜನರಿಗೆ ಕಿರುಕುಳ ಕೊಡುವುದನ್ನ ಸಹಿಸಲ್ಲ ಈ ಘಟನೆ ಆಗಿ ಪೊಲೀಸರು ಕ್ರಮ ಕೈಗೊಳ್ಳಲಿದೆ, ಪೊಲೀಸರ ವಿರುದ್ಧ ಕಠಿಣ ಕ್ರಮ ಕೈಗೊಳ್ಳಲಿ ಎಂದು ಎಚ್ಚರಿಸಿದರು. ಈಗಾಗಲೇ ಚಿತ್ರದುರ್ಗ ಜಿಲ್ಲೆಯಲ್ಲಿ ಮೈಕ್ರೋ ಫೈನಾನ್ಸ್ ವಿರುದ್ಧ ಕ್ರಮ ಜರುಗಿಸಿದ್ದು, ಹೆಚ್ಚಿನ ಬಡ್ಡಿ ವಸೂಲಿ ಮಾಡುವ ಸಂಸ್ಥೆಗಳಿಗೆ ನೋಟಿಸ್ ನೀಡಲಾಗಿದೆ. ಈ ಕುರಿತು ಜಿಲ್ಲಾ ಪೊಲೀಸ್ ವರಿಷ್ಠಾಧಿಕಾರಿ ರಂಜಿತ್ ಕುಮಾರ್ ಬಂಡಾರು ಅವರು ಮಾಹಿತಿ ನೀಡಿ, ಸಾರ್ವಜನಿಕರು ತೊಂದರೆಗೆ ಒಳಗಾದಲ್ಲಿ ತಕ್ಷಣ ಠಾಣೆಗೆ ದೂರು ನೀಡಬಹುದು. ಯಾವುದೇ ಸಂಸ್ಥೆಯು ಸಾಲ ವಸೂಲಿ ಹೆಸರಿನಲ್ಲಿ ಕಿರುಕುಳ ನೀಡಿದರೆ ಕಾನೂನು ಕ್ರಮ ಕೈಗೊಳ್ಳಲಾಗುವುದು ಎಂದು ಎಚ್ಚರಿಕೆ ನೀಡಿದರು. ಇದರ ಬಗ್ಗೆ ಜಿಲ್ಲೆಯ ಎಲ್ಲಾ ಠಾಣೆಗಳಿಗೆ ಸೂಚನೆ ನೀಡಲಾಗಿದೆ. ಸಾಲ ಪಡೆದವರು ಆತಂಕ ಪಡುವ ಅಗತ್ಯವಿಲ್ಲ. ಸರ್ಕಾರ ಹೊಸ ಸುಗ್ರೀವಾಜ್ಞೆ ಜಾರಿಗೆ ತಂದಿದ್ದು, ಅನಧಿಕೃತ ಸಂಸ್ಥೆಗಳ ವಿರುದ್ಧ ಕ್ರಮ ಕೈಗೊಳ್ಳಲಾಗುವುದು. ಸಾರ್ವಜನಿಕರಿಗೆ ಈ ಕುರಿತು ಜಾಗೃತಿ ಮೂಡಿಸಲು ಪೊಲೀಸ್ ಇಲಾಖೆ ಕ್ರಮ ವಹಿಸಿದೆ ಎಂದು ತಿಳಿಸಿದರು. bbox=[598, 737, 951, 917]
story1-body-right bbox=[653, 152, 948, 620]
headline-temple: ನೂತನ ಶಿಲಾಮೂರ್ತಿ ಪ್ರಾಣ ಪ್ರತಿಷ್ಠಾಪನೆ bbox=[1149, 1810, 1413, 1834]
story2-body bbox=[960, 338, 1502, 771]
header-rule bbox=[37, 83, 1503, 85]
footer-dash-right: ---- bbox=[1426, 2364, 1467, 2383]
